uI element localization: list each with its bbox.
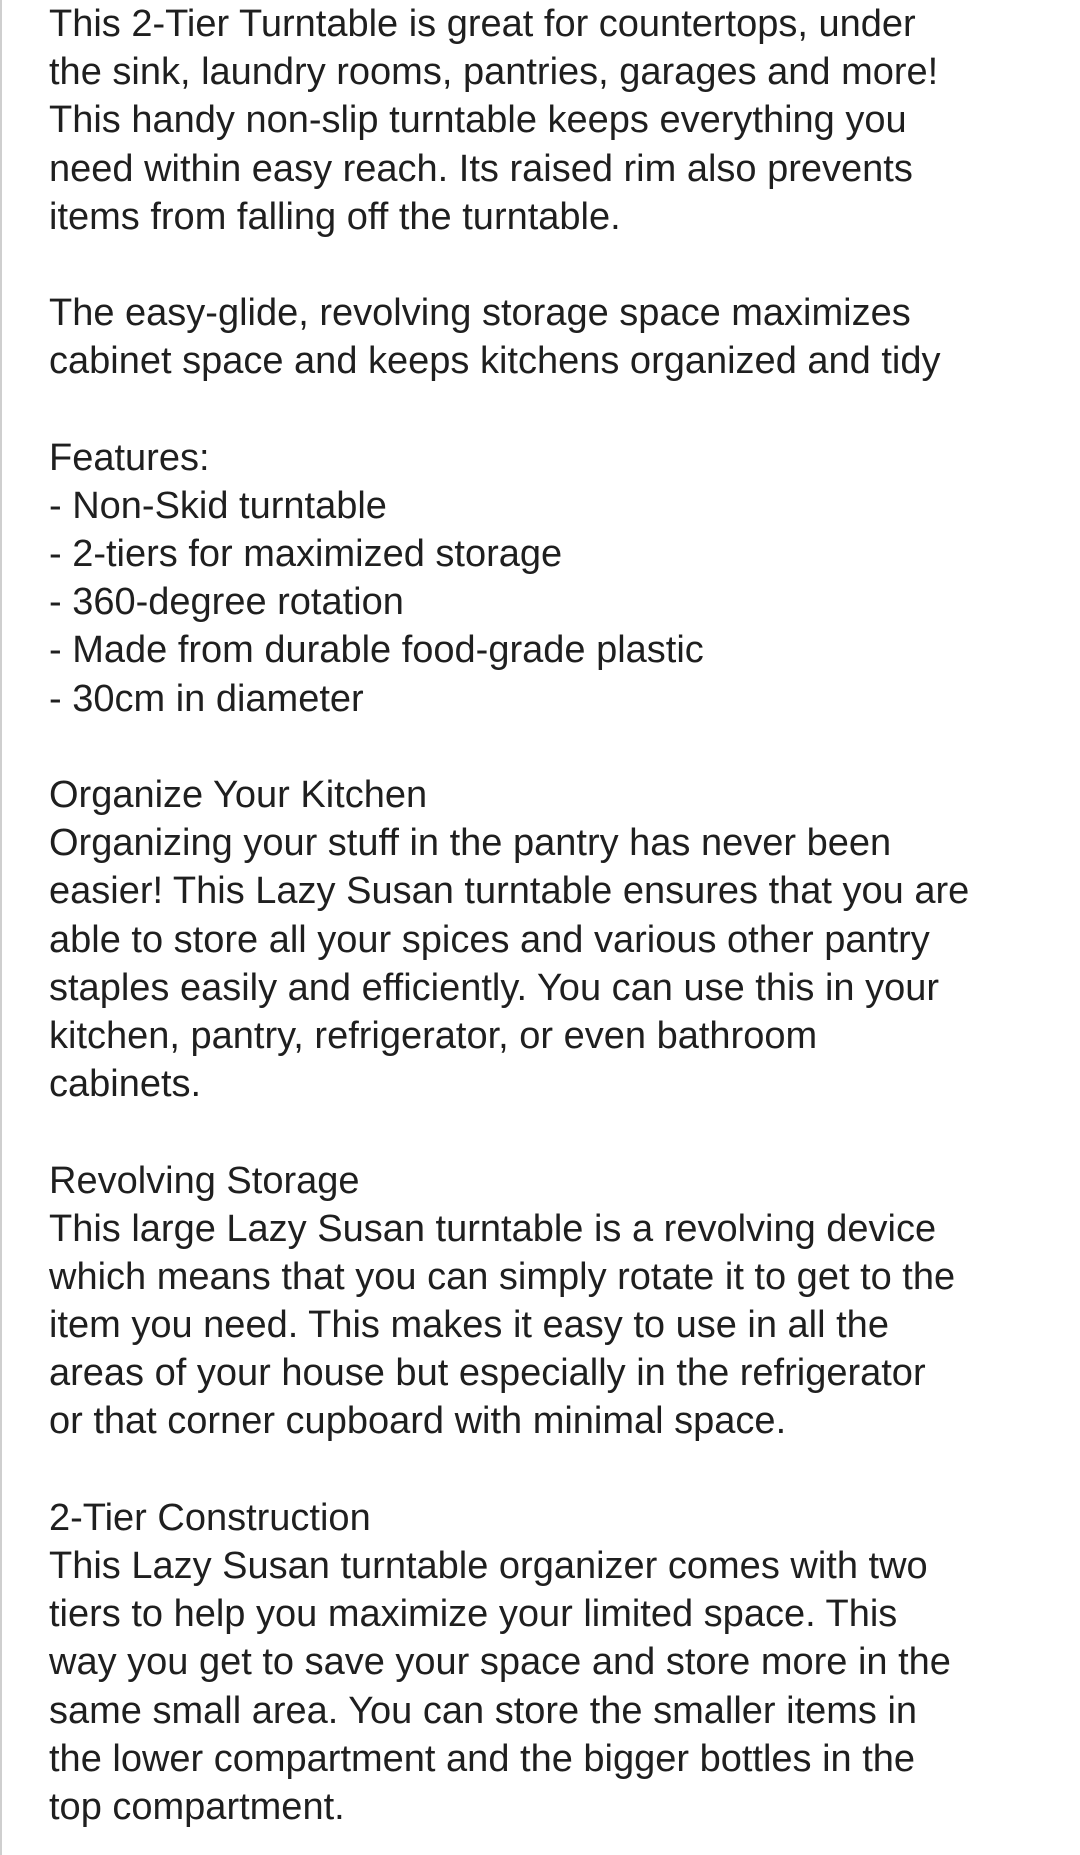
construction-line: the lower compartment and the bigger bottles in the [49,1737,916,1780]
revolving-line: or that corner cupboard with minimal space. [49,1400,787,1443]
feature-item: - Made from durable food-grade plastic [49,629,704,672]
revolving-line: areas of your house but especially in the refrigerator [49,1352,926,1395]
intro-line: items from falling off the turntable. [49,195,621,238]
construction-line: This Lazy Susan turntable organizer comes with two [49,1545,928,1587]
organize-line: Organizing your stuff in the pantry has never been [49,822,892,865]
intro-paragraph [49,0,1059,241]
construction-line: top compartment. [49,1785,345,1828]
organize-line: kitchen, pantry, refrigerator, or even bathroom [49,1014,818,1057]
revolving-section [49,1157,1059,1446]
product-description [49,0,1059,1831]
intro-line: the sink, laundry rooms, pantries, garages and more! [49,51,939,94]
organize-heading: Organize Your Kitchen [49,774,428,816]
glide-line: The easy-glide, revolving storage space maximizes [49,292,911,335]
glide-line: cabinet space and keeps kitchens organized and tidy [49,340,941,383]
glide-paragraph [49,289,1059,385]
organize-line: able to store all your spices and various other pantry [49,918,930,961]
revolving-line: item you need. This makes it easy to use in all the [49,1304,889,1347]
construction-section [49,1494,1059,1831]
construction-heading: 2-Tier Construction [49,1496,371,1539]
features-section [49,434,1059,723]
revolving-line: which means that you can simply rotate it to get to the [49,1255,956,1298]
feature-item: - Non-Skid turntable [49,484,387,527]
revolving-heading: Revolving Storage [49,1159,360,1202]
paragraph-gap [49,723,1059,771]
construction-line: same small area. You can store the smaller items in [49,1689,918,1732]
feature-item: - 360-degree rotation [49,581,404,624]
construction-line: tiers to help you maximize your limited space. This [49,1593,898,1636]
paragraph-gap [49,241,1059,289]
intro-line: need within easy reach. Its raised rim also prevents [49,147,913,190]
features-heading: Features: [49,436,210,479]
organize-section [49,771,1059,1108]
paragraph-gap [49,1108,1059,1156]
feature-item: - 30cm in diameter [49,677,364,720]
organize-line: cabinets. [49,1063,202,1106]
feature-item: - 2-tiers for maximized storage [49,533,563,576]
intro-line: This handy non-slip turntable keeps everything you [49,99,907,142]
left-border-divider [0,0,2,1855]
construction-line: way you get to save your space and store more in the [49,1641,951,1684]
paragraph-gap [49,386,1059,434]
organize-line: easier! This Lazy Susan turntable ensures that you are [49,870,970,913]
organize-line: staples easily and efficiently. You can use this in your [49,966,940,1009]
intro-line: This 2-Tier Turntable is great for countertops, under [49,3,916,45]
revolving-line: This large Lazy Susan turntable is a revolving device [49,1207,937,1250]
paragraph-gap [49,1446,1059,1494]
